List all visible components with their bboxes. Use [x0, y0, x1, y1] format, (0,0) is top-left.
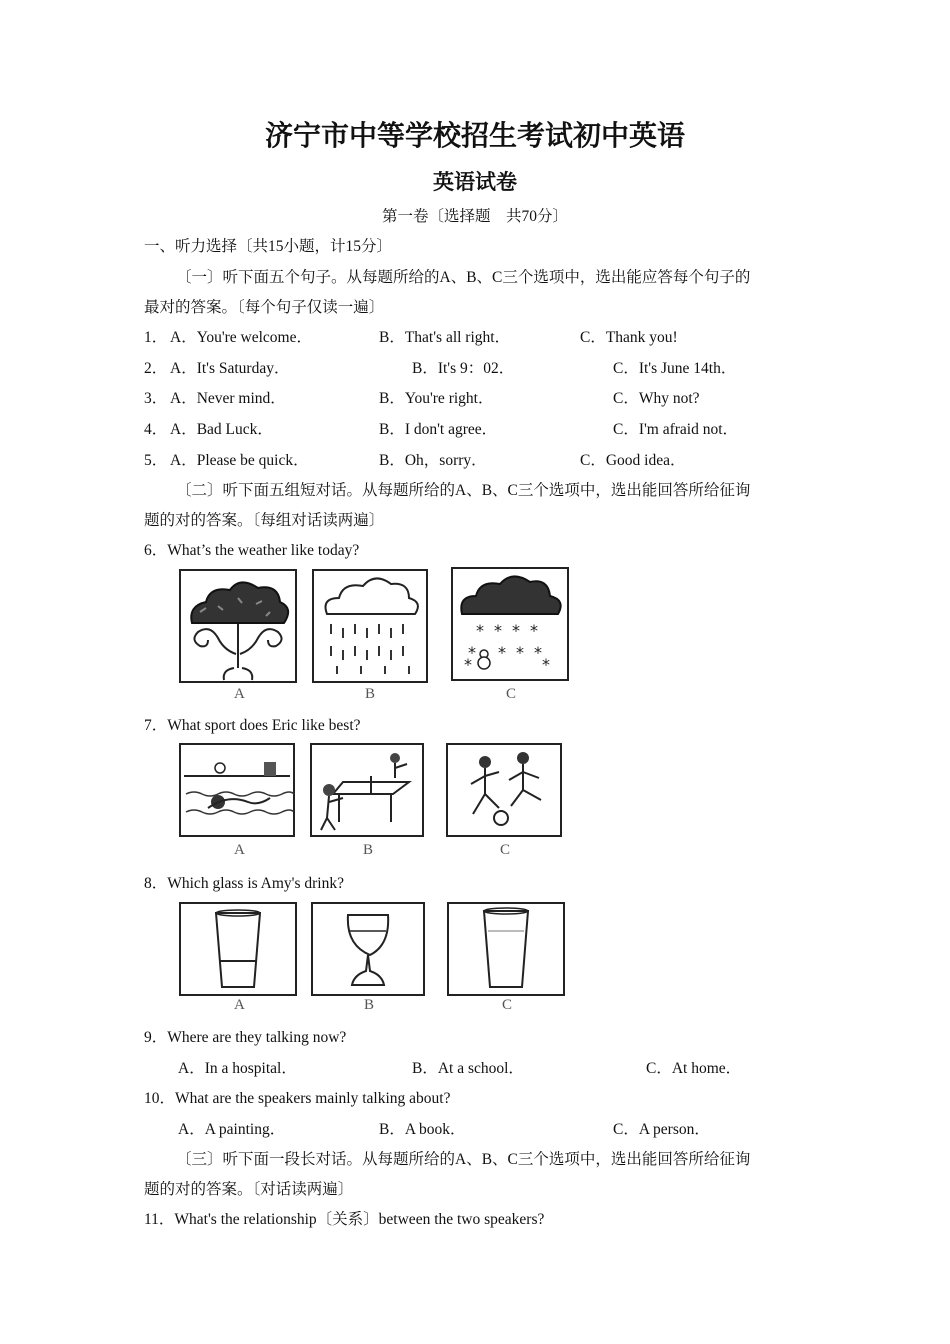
q7-picture-a-swimming-icon — [178, 742, 296, 838]
q11-question: 11．What's the relationship〔关系〕between the two speakers? — [144, 1211, 545, 1228]
question-number: 5． — [144, 452, 168, 469]
q7-label-a: A — [234, 842, 245, 858]
svg-text:*: * — [542, 655, 550, 674]
q7-label-c: C — [500, 842, 511, 858]
q8-label-a: A — [234, 997, 245, 1013]
q8-picture-a-glass-icon — [178, 901, 298, 997]
instructions-2-line-1: 〔二〕听下面五组短对话。从每题所给的A、B、C三个选项中，选出能回答所给征询 — [176, 482, 751, 499]
q6-label-a: A — [234, 686, 245, 702]
q6-label-c: C — [506, 686, 517, 702]
svg-text:*: * — [530, 621, 538, 640]
q3-option-c: C．Why not? — [613, 390, 700, 407]
q8-picture-b-goblet-icon — [310, 901, 426, 997]
q4-option-b: B．I don't agree． — [379, 421, 498, 438]
section-heading: 一、听力选择〔共15小题，计15分〕 — [144, 238, 393, 255]
q9-option-c: C．At home． — [646, 1060, 742, 1077]
q10-question: 10．What are the speakers mainly talking about? — [144, 1090, 451, 1107]
svg-text:*: * — [516, 643, 524, 662]
instructions-3-line-2: 题的对的答案。〔对话读两遍〕 — [144, 1181, 354, 1198]
question-number: 3． — [144, 390, 168, 407]
q3-option-b: B．You're right． — [379, 390, 494, 407]
q7-question: 7．What sport does Eric like best? — [144, 717, 361, 734]
question-number: 1． — [144, 329, 168, 346]
q1-option-a: A．You're welcome． — [170, 329, 312, 346]
q9-option-b: B．At a school． — [412, 1060, 524, 1077]
question-number: 4． — [144, 421, 168, 438]
instructions-2-line-2: 题的对的答案。〔每组对话读两遍〕 — [144, 512, 385, 529]
q9-option-a: A．In a hospital． — [178, 1060, 297, 1077]
q1-option-b: B．That's all right． — [379, 329, 511, 346]
svg-text:*: * — [512, 621, 520, 640]
q9-question: 9．Where are they talking now? — [144, 1029, 347, 1046]
svg-text:*: * — [498, 643, 506, 662]
svg-text:*: * — [494, 621, 502, 640]
question-number: 2． — [144, 360, 168, 377]
q4-option-c: C．I'm afraid not． — [613, 421, 739, 438]
q7-label-b: B — [363, 842, 374, 858]
q8-label-b: B — [364, 997, 375, 1013]
q5-option-b: B．Oh，sorry． — [379, 452, 487, 469]
q1-option-c: C．Thank you! — [580, 329, 678, 346]
instructions-1-line-1: 〔一〕听下面五个句子。从每题所给的A、B、C三个选项中，选出能应答每个句子的 — [176, 269, 751, 286]
q6-picture-c-snowy-icon — [450, 566, 570, 684]
svg-text:*: * — [464, 655, 472, 674]
q6-picture-a-windy-icon — [178, 568, 300, 686]
paper-subtitle: 英语试卷 — [433, 170, 517, 194]
q6-label-b: B — [365, 686, 376, 702]
q2-option-b: B．It's 9：02． — [412, 360, 515, 377]
q8-question: 8．Which glass is Amy's drink? — [144, 875, 344, 892]
q4-option-a: A．Bad Luck． — [170, 421, 273, 438]
q3-option-a: A．Never mind． — [170, 390, 286, 407]
svg-text:*: * — [534, 643, 542, 662]
q10-option-c: C．A person． — [613, 1121, 710, 1138]
q8-picture-c-glass-icon — [446, 901, 566, 997]
q10-option-a: A．A painting． — [178, 1121, 286, 1138]
q5-option-c: C．Good idea． — [580, 452, 686, 469]
q7-picture-c-football-icon — [445, 742, 563, 838]
part-heading: 第一卷〔选择题 共70分〕 — [381, 208, 568, 225]
q2-option-c: C．It's June 14th． — [613, 360, 737, 377]
exam-title: 济宁市中等学校招生考试初中英语 — [264, 121, 685, 152]
svg-text:*: * — [476, 621, 484, 640]
q5-option-a: A．Please be quick． — [170, 452, 309, 469]
q10-option-b: B．A book． — [379, 1121, 466, 1138]
instructions-3-line-1: 〔三〕听下面一段长对话。从每题所给的A、B、C三个选项中，选出能回答所给征询 — [176, 1151, 751, 1168]
svg-text:*: * — [468, 643, 476, 662]
q6-picture-b-rainy-icon — [311, 568, 429, 686]
q2-option-a: A．It's Saturday． — [170, 360, 290, 377]
q8-label-c: C — [502, 997, 513, 1013]
q7-picture-b-table-tennis-icon — [309, 742, 425, 838]
q6-question: 6．What’s the weather like today? — [144, 542, 360, 559]
instructions-1-line-2: 最对的答案。〔每个句子仅读一遍〕 — [144, 299, 385, 316]
